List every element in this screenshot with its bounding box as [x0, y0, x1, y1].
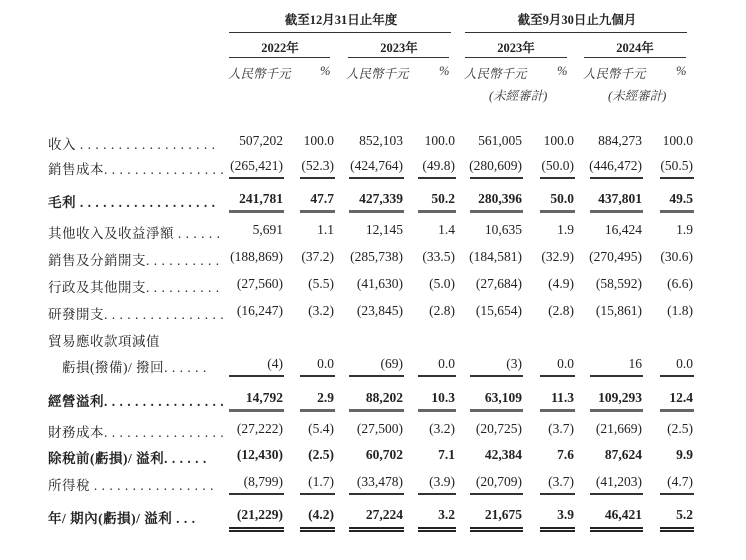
row-amount: (184,581) — [469, 249, 522, 264]
row-percent: 100.0 — [303, 133, 334, 148]
subtotal-underline — [590, 409, 643, 412]
subtotal-underline — [660, 493, 694, 495]
row-amount: (16,247) — [236, 303, 283, 318]
row-percent: 1.1 — [317, 222, 334, 237]
row-label: 除稅前(虧損)/ 溢利. . . . . . — [48, 451, 207, 466]
row-percent: 2.9 — [317, 390, 334, 405]
subtotal-underline — [418, 375, 456, 377]
row-amount: (270,495) — [589, 249, 642, 264]
row-label: 行政及其他開支. . . . . . . . . . — [48, 280, 220, 295]
year-header: 2023年 — [497, 41, 535, 55]
subtotal-underline — [660, 375, 694, 377]
row-percent: 0.0 — [557, 356, 574, 371]
row-amount: (41,630) — [356, 276, 403, 291]
subtotal-underline — [349, 177, 404, 179]
row-percent: 1.9 — [676, 222, 693, 237]
year-header: 2024年 — [616, 41, 654, 55]
row-amount: (265,421) — [230, 158, 283, 173]
year-header: 2022年 — [261, 41, 299, 55]
row-amount: 507,202 — [239, 133, 283, 148]
row-amount: (41,203) — [595, 474, 642, 489]
subtotal-underline — [229, 409, 284, 412]
unit-pct: % — [557, 64, 568, 78]
double-underline — [229, 527, 284, 532]
unaudited-note: (未經審計) — [608, 89, 667, 103]
row-amount: 427,339 — [359, 191, 403, 206]
row-percent: 10.3 — [431, 390, 455, 405]
subtotal-underline — [349, 409, 404, 412]
row-amount: 10,635 — [484, 222, 522, 237]
row-percent: (2.5) — [308, 447, 334, 462]
row-amount: (280,609) — [469, 158, 522, 173]
row-percent: 50.2 — [431, 191, 455, 206]
subtotal-underline — [470, 375, 523, 377]
row-percent: (52.3) — [301, 158, 334, 173]
subtotal-underline — [590, 177, 643, 179]
row-percent: (5.5) — [308, 276, 334, 291]
subtotal-underline — [418, 409, 456, 412]
row-amount: (27,684) — [475, 276, 522, 291]
row-amount: 42,384 — [484, 447, 522, 462]
subtotal-underline — [349, 375, 404, 377]
row-percent: 3.2 — [438, 507, 455, 522]
row-percent: 0.0 — [317, 356, 334, 371]
row-percent: (3.2) — [308, 303, 334, 318]
row-amount: 46,421 — [604, 507, 642, 522]
subtotal-underline — [590, 493, 643, 495]
row-amount: 63,109 — [484, 390, 522, 405]
row-percent: (5.0) — [429, 276, 455, 291]
row-percent: (4.9) — [548, 276, 574, 291]
subtotal-underline — [470, 409, 523, 412]
row-percent: 11.3 — [551, 390, 574, 405]
row-label: 貿易應收款項減值 — [48, 334, 160, 349]
unit-amount: 人民幣千元 — [346, 67, 409, 81]
subtotal-underline — [470, 177, 523, 179]
subtotal-underline — [229, 375, 284, 377]
row-label: 年/ 期內(虧損)/ 溢利 . . . — [48, 511, 196, 526]
row-percent: (3.7) — [548, 474, 574, 489]
row-amount: 12,145 — [365, 222, 403, 237]
subtotal-underline — [660, 409, 694, 412]
subtotal-underline — [540, 177, 575, 179]
header-rule — [229, 32, 451, 33]
header-rule — [465, 32, 687, 33]
row-percent: 7.1 — [438, 447, 455, 462]
row-percent: (3.7) — [548, 421, 574, 436]
double-underline — [660, 527, 694, 532]
subtotal-underline — [540, 493, 575, 495]
unit-pct: % — [439, 64, 450, 78]
subtotal-underline — [349, 210, 404, 213]
row-amount: 280,396 — [478, 191, 522, 206]
row-label: 其他收入及收益淨額 . . . . . . — [48, 226, 221, 241]
row-label: 虧損(撥備)/ 撥回. . . . . . — [48, 360, 207, 375]
row-percent: (2.8) — [429, 303, 455, 318]
row-percent: 1.9 — [557, 222, 574, 237]
row-label: 所得稅 . . . . . . . . . . . . . . . . — [48, 478, 214, 493]
subtotal-underline — [300, 210, 335, 213]
row-amount: (8,799) — [243, 474, 283, 489]
double-underline — [349, 527, 404, 532]
row-amount: 21,675 — [484, 507, 522, 522]
row-amount: (188,869) — [230, 249, 283, 264]
row-percent: 5.2 — [676, 507, 693, 522]
row-label: 銷售及分銷開支. . . . . . . . . . — [48, 253, 220, 268]
row-amount: (15,861) — [595, 303, 642, 318]
row-percent: (32.9) — [541, 249, 574, 264]
row-amount: (23,845) — [356, 303, 403, 318]
subtotal-underline — [300, 177, 335, 179]
row-amount: 852,103 — [359, 133, 403, 148]
year-rule — [229, 57, 330, 58]
subtotal-underline — [300, 409, 335, 412]
row-amount: (3) — [506, 356, 522, 371]
unit-pct: % — [676, 64, 687, 78]
row-amount: (69) — [380, 356, 403, 371]
row-amount: (285,738) — [350, 249, 403, 264]
subtotal-underline — [540, 375, 575, 377]
row-percent: 50.0 — [550, 191, 574, 206]
row-amount: 437,801 — [598, 191, 642, 206]
row-amount: 88,202 — [365, 390, 403, 405]
row-percent: (50.0) — [541, 158, 574, 173]
subtotal-underline — [540, 409, 575, 412]
row-amount: (15,654) — [475, 303, 522, 318]
unaudited-note: (未經審計) — [489, 89, 548, 103]
subtotal-underline — [300, 493, 335, 495]
row-percent: 100.0 — [662, 133, 693, 148]
row-amount: (20,725) — [475, 421, 522, 436]
row-percent: 7.6 — [557, 447, 574, 462]
row-percent: (4.2) — [308, 507, 334, 522]
subtotal-underline — [470, 493, 523, 495]
row-percent: (49.8) — [422, 158, 455, 173]
row-amount: 884,273 — [598, 133, 642, 148]
double-underline — [300, 527, 335, 532]
row-amount: 60,702 — [365, 447, 403, 462]
row-percent: (1.8) — [667, 303, 693, 318]
row-percent: (4.7) — [667, 474, 693, 489]
year-header: 2023年 — [380, 41, 418, 55]
row-percent: 3.9 — [557, 507, 574, 522]
row-percent: (3.9) — [429, 474, 455, 489]
row-percent: (5.4) — [308, 421, 334, 436]
row-percent: (50.5) — [660, 158, 693, 173]
subtotal-underline — [418, 493, 456, 495]
subtotal-underline — [229, 493, 284, 495]
subtotal-underline — [349, 493, 404, 495]
row-amount: 241,781 — [239, 191, 283, 206]
row-percent: (37.2) — [301, 249, 334, 264]
row-percent: 0.0 — [676, 356, 693, 371]
double-underline — [470, 527, 523, 532]
subtotal-underline — [590, 210, 643, 213]
row-label: 經營溢利. . . . . . . . . . . . . . . . — [48, 394, 225, 409]
row-amount: (20,709) — [475, 474, 522, 489]
subtotal-underline — [540, 210, 575, 213]
year-rule — [584, 57, 686, 58]
row-percent: 49.5 — [669, 191, 693, 206]
row-percent: (2.8) — [548, 303, 574, 318]
row-percent: (2.5) — [667, 421, 693, 436]
row-amount: 87,624 — [604, 447, 642, 462]
row-amount: (21,229) — [236, 507, 283, 522]
row-amount: (27,222) — [236, 421, 283, 436]
unit-pct: % — [320, 64, 331, 78]
row-amount: (21,669) — [595, 421, 642, 436]
row-percent: (6.6) — [667, 276, 693, 291]
subtotal-underline — [590, 375, 643, 377]
row-amount: 5,691 — [252, 222, 283, 237]
row-amount: 16,424 — [604, 222, 642, 237]
subtotal-underline — [300, 375, 335, 377]
row-amount: 27,224 — [365, 507, 403, 522]
row-percent: (33.5) — [422, 249, 455, 264]
row-amount: (12,430) — [236, 447, 283, 462]
row-percent: 9.9 — [676, 447, 693, 462]
row-amount: (27,560) — [236, 276, 283, 291]
row-label: 研發開支. . . . . . . . . . . . . . . . — [48, 307, 225, 322]
row-label: 銷售成本. . . . . . . . . . . . . . . . — [48, 162, 225, 177]
header-group-year: 截至12月31日止年度 — [284, 13, 398, 27]
row-amount: 109,293 — [598, 390, 642, 405]
double-underline — [418, 527, 456, 532]
subtotal-underline — [229, 177, 284, 179]
row-amount: (58,592) — [595, 276, 642, 291]
unit-amount: 人民幣千元 — [464, 67, 527, 81]
row-label: 收入 . . . . . . . . . . . . . . . . . . — [48, 137, 216, 152]
row-amount: 561,005 — [478, 133, 522, 148]
row-label: 毛利 . . . . . . . . . . . . . . . . . . — [48, 195, 216, 210]
row-amount: (424,764) — [350, 158, 403, 173]
subtotal-underline — [418, 177, 456, 179]
row-percent: 100.0 — [424, 133, 455, 148]
subtotal-underline — [660, 177, 694, 179]
row-percent: (3.2) — [429, 421, 455, 436]
unit-amount: 人民幣千元 — [228, 67, 291, 81]
row-amount: (33,478) — [356, 474, 403, 489]
row-amount: (27,500) — [356, 421, 403, 436]
subtotal-underline — [418, 210, 456, 213]
subtotal-underline — [470, 210, 523, 213]
unit-amount: 人民幣千元 — [583, 67, 646, 81]
subtotal-underline — [660, 210, 694, 213]
row-percent: 100.0 — [543, 133, 574, 148]
row-percent: 12.4 — [669, 390, 693, 405]
row-amount: (446,472) — [589, 158, 642, 173]
year-rule — [465, 57, 567, 58]
year-rule — [348, 57, 449, 58]
double-underline — [540, 527, 575, 532]
row-percent: 1.4 — [438, 222, 455, 237]
row-label: 財務成本. . . . . . . . . . . . . . . . — [48, 425, 225, 440]
row-percent: 0.0 — [438, 356, 455, 371]
row-percent: (1.7) — [308, 474, 334, 489]
row-percent: 47.7 — [310, 191, 334, 206]
subtotal-underline — [229, 210, 284, 213]
row-amount: (4) — [267, 356, 283, 371]
row-percent: (30.6) — [660, 249, 693, 264]
double-underline — [590, 527, 643, 532]
row-amount: 16 — [628, 356, 642, 371]
header-group-nine-months: 截至9月30日止九個月 — [517, 13, 637, 27]
row-amount: 14,792 — [245, 390, 283, 405]
